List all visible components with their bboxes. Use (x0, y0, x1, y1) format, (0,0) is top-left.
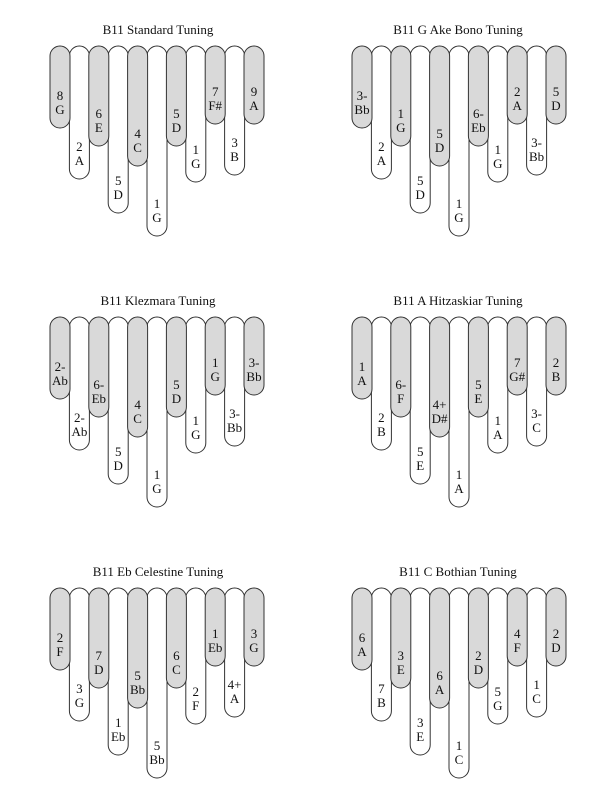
tine-number: 6 (173, 648, 180, 663)
tine-note: C (532, 691, 541, 706)
tine-note: E (396, 662, 405, 677)
tine (507, 588, 527, 666)
tine-number: 1 (192, 142, 200, 157)
tine (546, 588, 566, 666)
tine (546, 317, 566, 395)
tine-number: 2- (73, 410, 85, 425)
tine-note: Bb (529, 149, 545, 164)
tine-number: 6- (472, 106, 484, 121)
diagram-title: B11 G Ake Bono Tuning (393, 22, 523, 37)
tine-number: 3- (356, 88, 368, 103)
tine-number: 1 (192, 413, 200, 428)
tine (371, 46, 391, 179)
tine-note: B (551, 369, 561, 384)
tine-number: 4 (134, 397, 141, 412)
tine-note: D (434, 140, 445, 155)
diagram-title: B11 Klezmara Tuning (100, 293, 216, 308)
tine (89, 317, 109, 417)
tuning-diagram (352, 293, 566, 507)
tine-number: 4+ (227, 677, 242, 692)
tine (147, 317, 167, 507)
tine-note: E (474, 391, 483, 406)
tine (89, 46, 109, 146)
tine (488, 588, 508, 724)
tine-number: 5 (153, 738, 161, 753)
tine (205, 588, 225, 666)
tine (391, 588, 411, 688)
tine-note: A (434, 682, 445, 697)
tine-number: 6- (93, 377, 105, 392)
tine (449, 46, 469, 236)
tine (449, 317, 469, 507)
tine-note: E (94, 120, 103, 135)
tine (244, 588, 264, 666)
tuning-diagram (352, 22, 566, 236)
tine-note: D (473, 662, 484, 677)
tine (468, 588, 488, 688)
tine-note: G (396, 120, 406, 135)
tine (391, 317, 411, 417)
tine (352, 46, 372, 128)
tine-number: 5 (475, 377, 482, 392)
tine-note: A (357, 644, 367, 659)
tine-number: 2 (475, 648, 482, 663)
tine (488, 46, 508, 182)
tine-note: C (532, 420, 541, 435)
tine (430, 317, 450, 437)
tine-note: D# (431, 411, 448, 426)
tine (128, 317, 148, 437)
tine-note: Ab (71, 424, 88, 439)
tine (527, 317, 547, 446)
tine (546, 46, 566, 124)
tine-number: 7 (513, 355, 521, 370)
tine-note: E (416, 458, 425, 473)
tine-number: 1 (153, 196, 161, 211)
tine-note: Bb (354, 102, 370, 117)
tine-note: C (133, 411, 142, 426)
tine-note: G (191, 427, 201, 442)
tine-number: 1 (114, 715, 122, 730)
tine-note: B (377, 424, 386, 439)
tine-note: D (415, 187, 425, 202)
tine-number: 3 (250, 626, 258, 641)
tine-number: 1 (494, 142, 502, 157)
tine-number: 3- (229, 406, 241, 421)
tine-note: F# (208, 98, 223, 113)
tine-number: 1 (397, 106, 405, 121)
tine (449, 588, 469, 778)
tine-number: 1 (494, 413, 502, 428)
tine-number: 3 (76, 681, 83, 696)
tine-note: G# (509, 369, 526, 384)
tine (507, 317, 527, 395)
tine (225, 317, 245, 446)
tine-number: 7 (95, 648, 103, 663)
tine (166, 46, 186, 146)
tine-note: Eb (471, 120, 486, 135)
tine-note: E (416, 729, 425, 744)
tine-note: A (376, 153, 387, 168)
tine-note: Bb (227, 420, 243, 435)
tine (352, 317, 372, 399)
tine (108, 46, 128, 213)
tine (166, 588, 186, 688)
tine-number: 5 (114, 444, 122, 459)
tine-number: 2- (54, 359, 66, 374)
tine-note: C (172, 662, 181, 677)
tine-number: 7 (211, 84, 219, 99)
tine-number: 2 (378, 410, 385, 425)
tine-note: A (229, 691, 240, 706)
tine (128, 588, 148, 708)
tuning-diagram (352, 564, 566, 778)
tine-number: 2 (56, 630, 64, 645)
tine-note: D (551, 640, 561, 655)
tine (391, 46, 411, 146)
tine-number: 4 (134, 126, 141, 141)
tine-number: 3- (531, 406, 543, 421)
tine-number: 1 (533, 677, 540, 692)
tine-number: 4 (513, 626, 521, 641)
tine (186, 46, 206, 182)
tine (225, 588, 245, 717)
tine (108, 317, 128, 484)
tine (186, 588, 206, 724)
tine (205, 46, 225, 124)
tine-number: 2 (192, 684, 200, 699)
tine-note: Ab (52, 373, 68, 388)
tine-note: D (171, 391, 182, 406)
tine-note: G (210, 369, 220, 384)
tine-note: B (230, 149, 239, 164)
tine-note: G (55, 102, 65, 117)
diagram-title: B11 Standard Tuning (102, 22, 214, 37)
tine-number: 2 (378, 139, 385, 154)
tine-note: Bb (130, 682, 146, 697)
tine-number: 3- (248, 355, 260, 370)
tine-number: 5 (173, 377, 180, 392)
tine (186, 317, 206, 453)
tine (69, 317, 89, 450)
tine-number: 5 (114, 173, 122, 188)
tine-number: 8 (56, 88, 64, 103)
tine-number: 5 (416, 173, 424, 188)
tine-number: 6 (436, 668, 443, 683)
tine-note: G (493, 698, 503, 713)
tine-number: 3- (531, 135, 543, 150)
tine-note: C (133, 140, 142, 155)
tine-note: F (397, 391, 405, 406)
tine (225, 46, 245, 175)
diagram-title: B11 A Hitzaskiar Tuning (393, 293, 523, 308)
tine (410, 317, 430, 484)
tine-number: 5 (416, 444, 424, 459)
tine (205, 317, 225, 395)
tine-number: 1 (211, 626, 219, 641)
tine-note: G (152, 210, 162, 225)
tine-note: A (74, 153, 85, 168)
tine-note: D (171, 120, 182, 135)
tine-number: 7 (378, 681, 385, 696)
tine (69, 46, 89, 179)
tine (371, 317, 391, 450)
tine (166, 317, 186, 417)
tine-number: 5 (134, 668, 141, 683)
tine (244, 46, 264, 124)
tine-number: 3 (231, 135, 238, 150)
tine (527, 588, 547, 717)
tine-note: G (191, 156, 201, 171)
tine-note: A (454, 481, 464, 496)
tine-note: C (454, 752, 464, 767)
tine-number: 2 (552, 626, 560, 641)
tine (468, 46, 488, 146)
tine-number: 1 (153, 467, 161, 482)
tuning-diagram (50, 564, 264, 778)
tine-note: G (74, 695, 85, 710)
tuning-diagram (50, 22, 264, 236)
tine (50, 46, 70, 128)
tine-note: D (113, 187, 123, 202)
tine-number: 5 (552, 84, 560, 99)
tine (410, 588, 430, 755)
tine-number: 9 (250, 84, 258, 99)
tine (244, 317, 264, 395)
tine-number: 2 (76, 139, 83, 154)
tine (69, 588, 89, 721)
tine (488, 317, 508, 453)
tine-number: 2 (552, 355, 560, 370)
tine-note: A (357, 373, 367, 388)
tine-note: Eb (91, 391, 107, 406)
tine-number: 6- (395, 377, 407, 392)
tine-number: 4+ (432, 397, 447, 412)
tine-number: 5 (173, 106, 180, 121)
tine (89, 588, 109, 688)
tine-note: A (493, 427, 503, 442)
tine-note: F (513, 640, 521, 655)
tine-number: 5 (436, 126, 443, 141)
tine-number: 2 (513, 84, 521, 99)
tine (468, 317, 488, 417)
tine-number: 3 (397, 648, 405, 663)
tine (527, 46, 547, 175)
tuning-diagram (50, 293, 264, 507)
tine-note: F (56, 644, 64, 659)
tine-number: 5 (494, 684, 502, 699)
tine-note: G (493, 156, 503, 171)
tine-number: 6 (358, 630, 366, 645)
tine-number: 1 (211, 355, 219, 370)
tine (430, 46, 450, 166)
tine-number: 1 (455, 196, 463, 211)
tine (147, 588, 167, 778)
tine (50, 588, 70, 670)
tine (371, 588, 391, 721)
tine (147, 46, 167, 236)
tine-note: B (377, 695, 386, 710)
tine-note: D (113, 458, 123, 473)
tine-note: D (551, 98, 561, 113)
tine-note: A (249, 98, 259, 113)
tine (410, 46, 430, 213)
tine-note: G (152, 481, 162, 496)
tine-note: Eb (207, 640, 223, 655)
tine-note: G (454, 210, 464, 225)
tine (50, 317, 70, 399)
tine-note: Bb (246, 369, 262, 384)
tine (507, 46, 527, 124)
tine-note: D (94, 662, 104, 677)
tine-note: Bb (149, 752, 165, 767)
tine-number: 1 (455, 467, 463, 482)
tine (128, 46, 148, 166)
diagram-title: B11 Eb Celestine Tuning (92, 564, 224, 579)
tine (108, 588, 128, 755)
tine-number: 6 (95, 106, 103, 121)
tine-number: 1 (358, 359, 366, 374)
tine (352, 588, 372, 670)
tine-note: G (249, 640, 259, 655)
tine-note: Eb (110, 729, 126, 744)
tine (430, 588, 450, 708)
tine-note: A (512, 98, 522, 113)
diagram-title: B11 C Bothian Tuning (399, 564, 517, 579)
tine-note: F (192, 698, 200, 713)
tine-number: 3 (416, 715, 424, 730)
tine-number: 1 (455, 738, 463, 753)
